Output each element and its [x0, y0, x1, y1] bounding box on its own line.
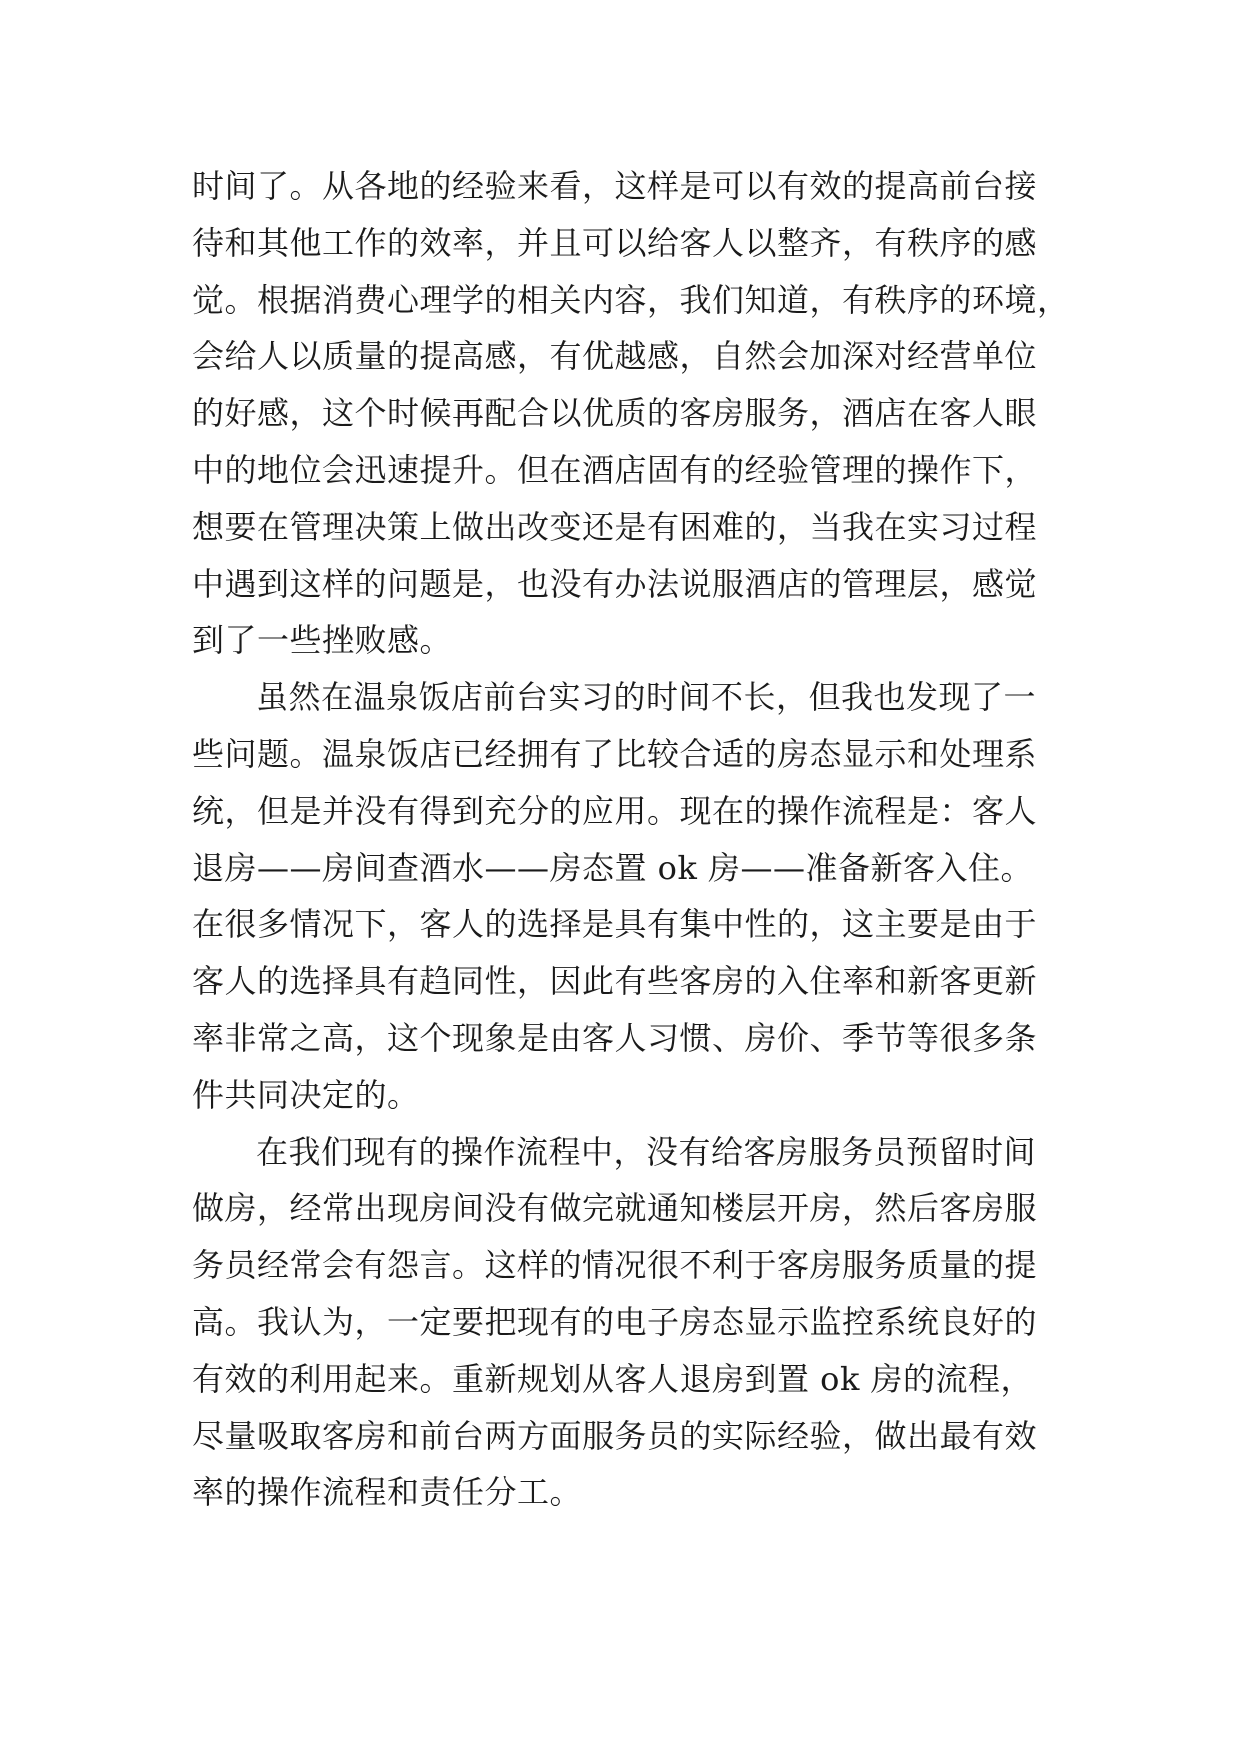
paragraph-start-line: 虽然在温泉饭店前台实习的时间不长，但我也发现了一 — [256, 678, 1037, 717]
text-line: 率的操作流程和责任分工。 — [192, 1473, 583, 1512]
text-line: 些问题。温泉饭店已经拥有了比较合适的房态显示和处理系 — [192, 734, 1038, 773]
text-line: 时间了。从各地的经验来看，这样是可以有效的提高前台接 — [192, 167, 1038, 205]
text-line: 中的地位会迅速提升。但在酒店固有的经验管理的操作下， — [192, 450, 1038, 489]
text-line: 觉。根据消费心理学的相关内容，我们知道，有秩序的环境， — [192, 280, 1070, 319]
text-line: 做房，经常出现房间没有做完就通知楼层开房，然后客房服 — [192, 1189, 1038, 1228]
text-line: 会给人以质量的提高感，有优越感，自然会加深对经营单位 — [192, 337, 1038, 376]
text-line: 到了一些挫败感。 — [192, 621, 453, 660]
text-line: 客人的选择具有趋同性，因此有些客房的入住率和新客更新 — [192, 962, 1038, 1001]
text-line: 在很多情况下，客人的选择是具有集中性的，这主要是由于 — [192, 905, 1038, 944]
text-line: 退房——房间查酒水——房态置 ok 房——准备新客入住。 — [192, 848, 1034, 887]
text-line: 想要在管理决策上做出改变还是有困难的，当我在实习过程 — [192, 507, 1038, 546]
text-line: 务员经常会有怨言。这样的情况很不利于客房服务质量的提 — [192, 1246, 1038, 1285]
document-body — [192, 158, 1072, 1521]
paragraph-start-line: 在我们现有的操作流程中，没有给客房服务员预留时间 — [256, 1132, 1037, 1171]
text-line: 中遇到这样的问题是，也没有办法说服酒店的管理层，感觉 — [192, 564, 1038, 603]
text-line: 率非常之高，这个现象是由客人习惯、房价、季节等很多条 — [192, 1018, 1038, 1057]
text-line: 统，但是并没有得到充分的应用。现在的操作流程是：客人 — [192, 791, 1038, 830]
text-line: 有效的利用起来。重新规划从客人退房到置 ok 房的流程， — [192, 1359, 1034, 1398]
text-line: 尽量吸取客房和前台两方面服务员的实际经验，做出最有效 — [192, 1416, 1038, 1455]
text-line: 待和其他工作的效率，并且可以给客人以整齐，有秩序的感 — [192, 223, 1038, 262]
text-line: 件共同决定的。 — [192, 1075, 420, 1114]
text-line: 高。我认为，一定要把现有的电子房态显示监控系统良好的 — [192, 1302, 1038, 1341]
text-line: 的好感，这个时候再配合以优质的客房服务，酒店在客人眼 — [192, 394, 1038, 433]
